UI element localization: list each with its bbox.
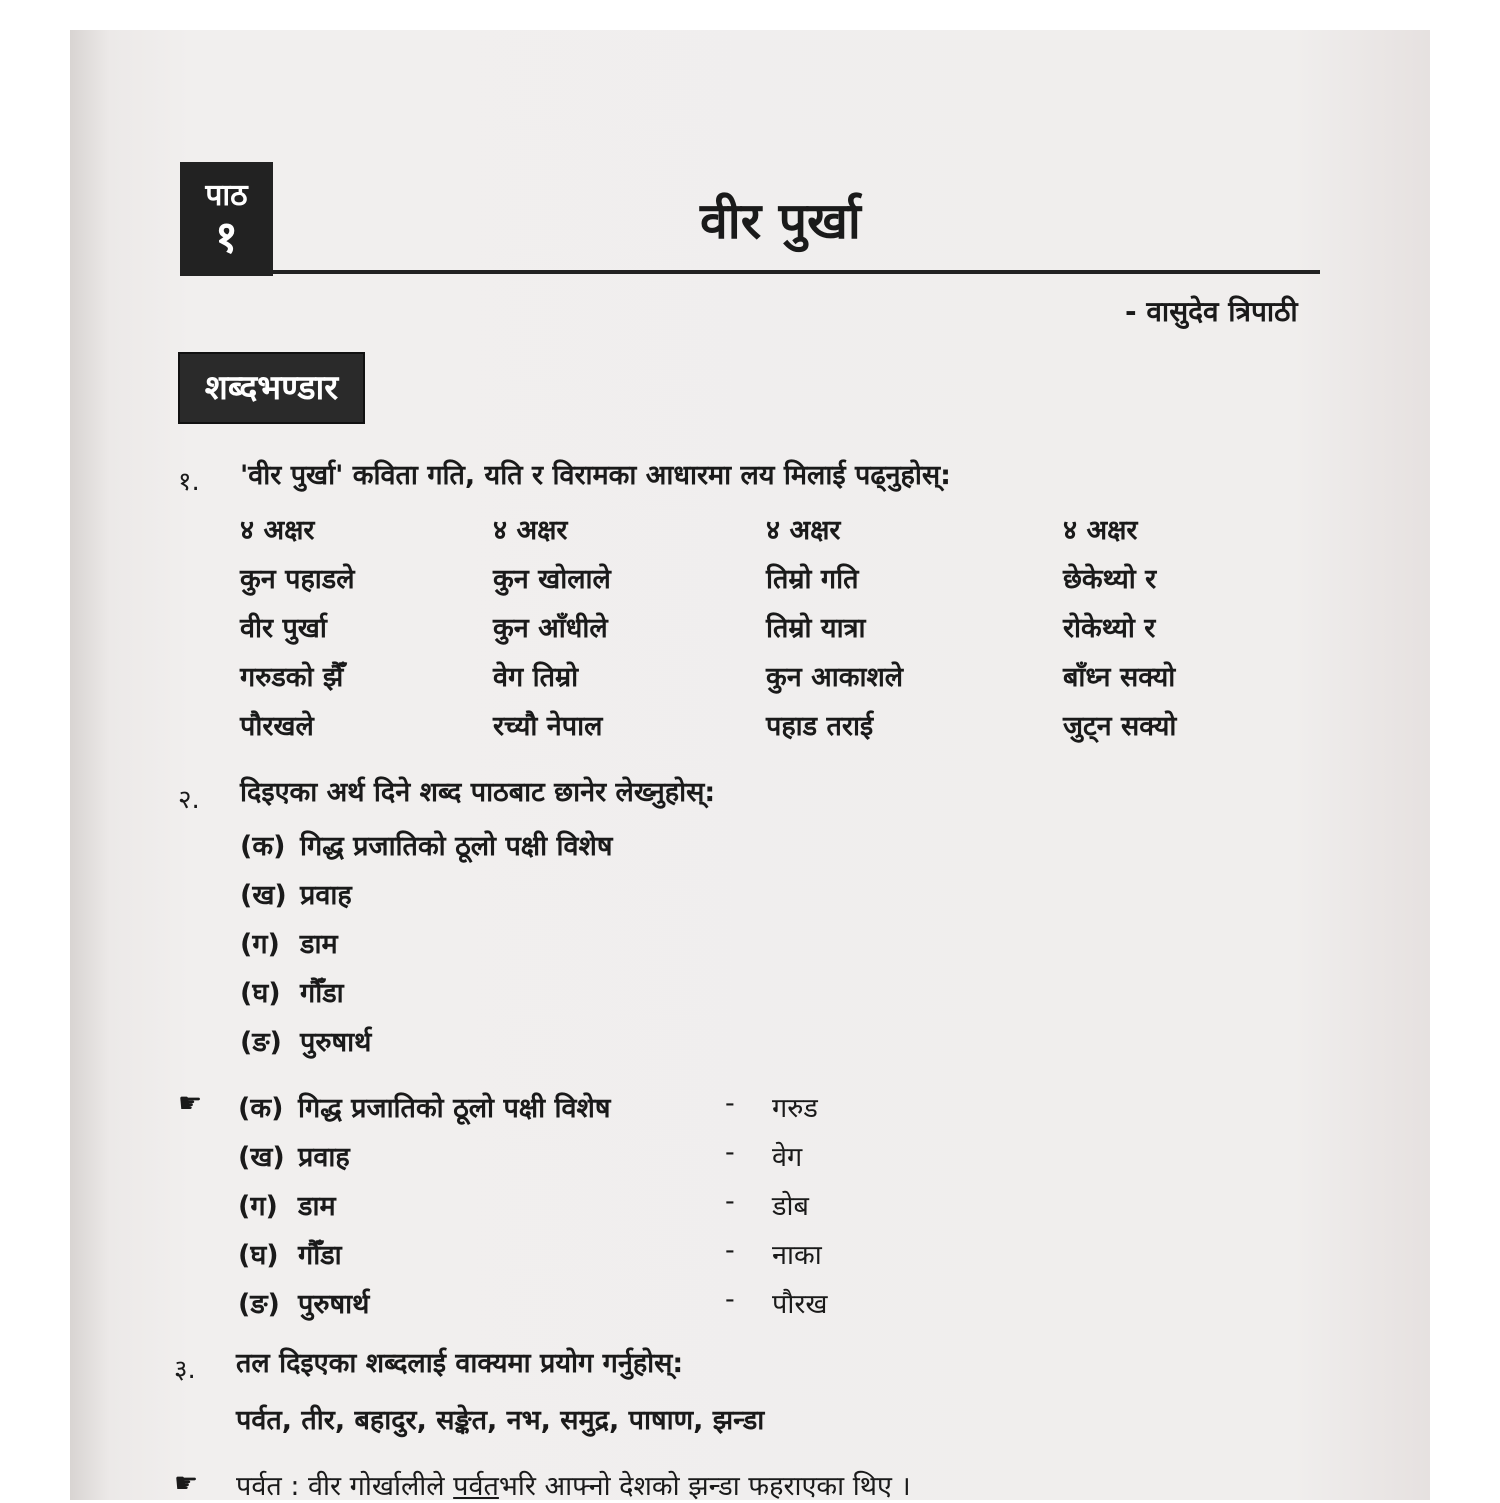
q1-cell: वेग तिम्रो: [493, 662, 579, 693]
q1-cell: तिम्रो यात्रा: [766, 613, 866, 644]
answer-post: भरि आफ्नो देशको झन्डा फहराएका थिए ।: [498, 1471, 911, 1502]
q1-cell: बाँध्न सक्यो: [1063, 662, 1176, 693]
q2-number: २.: [178, 785, 200, 815]
q1-cell: ४ अक्षर: [493, 515, 568, 546]
q2-answer-t: पुरुषार्थ: [298, 1289, 370, 1320]
q2-answer-dash: -: [725, 1235, 735, 1266]
q2-item-k: (ग): [240, 929, 280, 960]
q2-answer-k: (घ): [238, 1240, 279, 1271]
q2-item-t: प्रवाह: [300, 880, 352, 911]
q2-item-t: डाम: [300, 929, 338, 960]
answer-sep: :: [290, 1471, 300, 1502]
page-title: वीर पुर्खा: [700, 192, 861, 250]
q1-number: १.: [178, 467, 200, 497]
q2-answer-k: (क): [238, 1093, 284, 1124]
q3-text: तल दिइएका शब्दलाई वाक्यमा प्रयोग गर्नुहोस्:: [236, 1348, 684, 1379]
q1-cell: ४ अक्षर: [766, 515, 841, 546]
q2-item-k: (ङ): [240, 1027, 282, 1058]
q2-answer-k: (ख): [238, 1142, 285, 1173]
answer-underlined: पर्वत: [453, 1471, 499, 1502]
q3-answer: [236, 1466, 911, 1503]
q1-cell: ४ अक्षर: [1063, 515, 1138, 546]
q2-answer-a: वेग: [772, 1142, 803, 1173]
answer-pre: वीर गोर्खालीले: [308, 1471, 445, 1502]
q2-item-t: पुरुषार्थ: [300, 1027, 372, 1058]
q2-answer-a: नाका: [772, 1240, 822, 1271]
q2-answer-dash: -: [725, 1137, 735, 1168]
q1-cell: जुट्न सक्यो: [1063, 711, 1177, 742]
q2-answer-a: पौरख: [772, 1289, 828, 1320]
q2-answer-dash: -: [725, 1284, 735, 1315]
q2-answer-t: गौँडा: [298, 1240, 342, 1271]
q2-answer-t: डाम: [298, 1191, 336, 1222]
q2-answer-t: गिद्ध प्रजातिको ठूलो पक्षी विशेष: [298, 1093, 611, 1124]
q2-item-k: (घ): [240, 978, 281, 1009]
q1-cell: तिम्रो गति: [766, 564, 859, 595]
lesson-label: पाठ: [205, 178, 248, 213]
q1-cell: रोकेथ्यो र: [1063, 613, 1156, 644]
q1-text: 'वीर पुर्खा' कविता गति, यति र विरामका आधारमा लय मिलाई पढ्नुहोस्:: [240, 460, 951, 491]
q1-cell: पौरखले: [240, 711, 314, 742]
answer-word: पर्वत: [236, 1471, 282, 1502]
q2-item-k: (ख): [240, 880, 287, 911]
q1-cell: कुन आँधीले: [493, 613, 608, 644]
q2-answer-a: गरुड: [772, 1093, 818, 1124]
q3-words: पर्वत, तीर, बहादुर, सङ्केत, नभ, समुद्र, पाषाण, झन्डा: [236, 1405, 765, 1436]
q1-cell: कुन पहाडले: [240, 564, 355, 595]
q2-answer-dash: -: [725, 1088, 735, 1119]
q1-cell: कुन आकाशले: [766, 662, 904, 693]
q2-item-k: (क): [240, 831, 286, 862]
q2-answer-t: प्रवाह: [298, 1142, 350, 1173]
q3-number: ३.: [174, 1355, 196, 1385]
lesson-badge: [180, 162, 273, 276]
q1-cell: रच्यौ नेपाल: [493, 711, 603, 742]
pointer-icon: ☛: [174, 1468, 199, 1499]
q2-text: दिइएका अर्थ दिने शब्द पाठबाट छानेर लेख्नुहोस्:: [240, 777, 716, 808]
q2-answer-k: (ग): [238, 1191, 278, 1222]
q2-answer-a: डोब: [772, 1191, 809, 1222]
pointer-icon: ☛: [178, 1088, 203, 1119]
q1-cell: कुन खोलाले: [493, 564, 611, 595]
q1-cell: ४ अक्षर: [240, 515, 315, 546]
q2-answer-dash: -: [725, 1186, 735, 1217]
section-heading: शब्दभण्डार: [178, 352, 365, 424]
title-rule: [273, 270, 1320, 274]
q2-item-t: गौँडा: [300, 978, 344, 1009]
q1-cell: छेकेथ्यो र: [1063, 564, 1157, 595]
lesson-number: १: [215, 212, 238, 263]
q2-answer-k: (ङ): [238, 1289, 280, 1320]
q1-cell: पहाड तराई: [766, 711, 874, 742]
author: - वासुदेव त्रिपाठी: [1125, 295, 1298, 328]
q1-cell: गरुडको झैँ: [240, 662, 344, 693]
q1-cell: वीर पुर्खा: [240, 613, 327, 644]
q2-item-t: गिद्ध प्रजातिको ठूलो पक्षी विशेष: [300, 831, 613, 862]
